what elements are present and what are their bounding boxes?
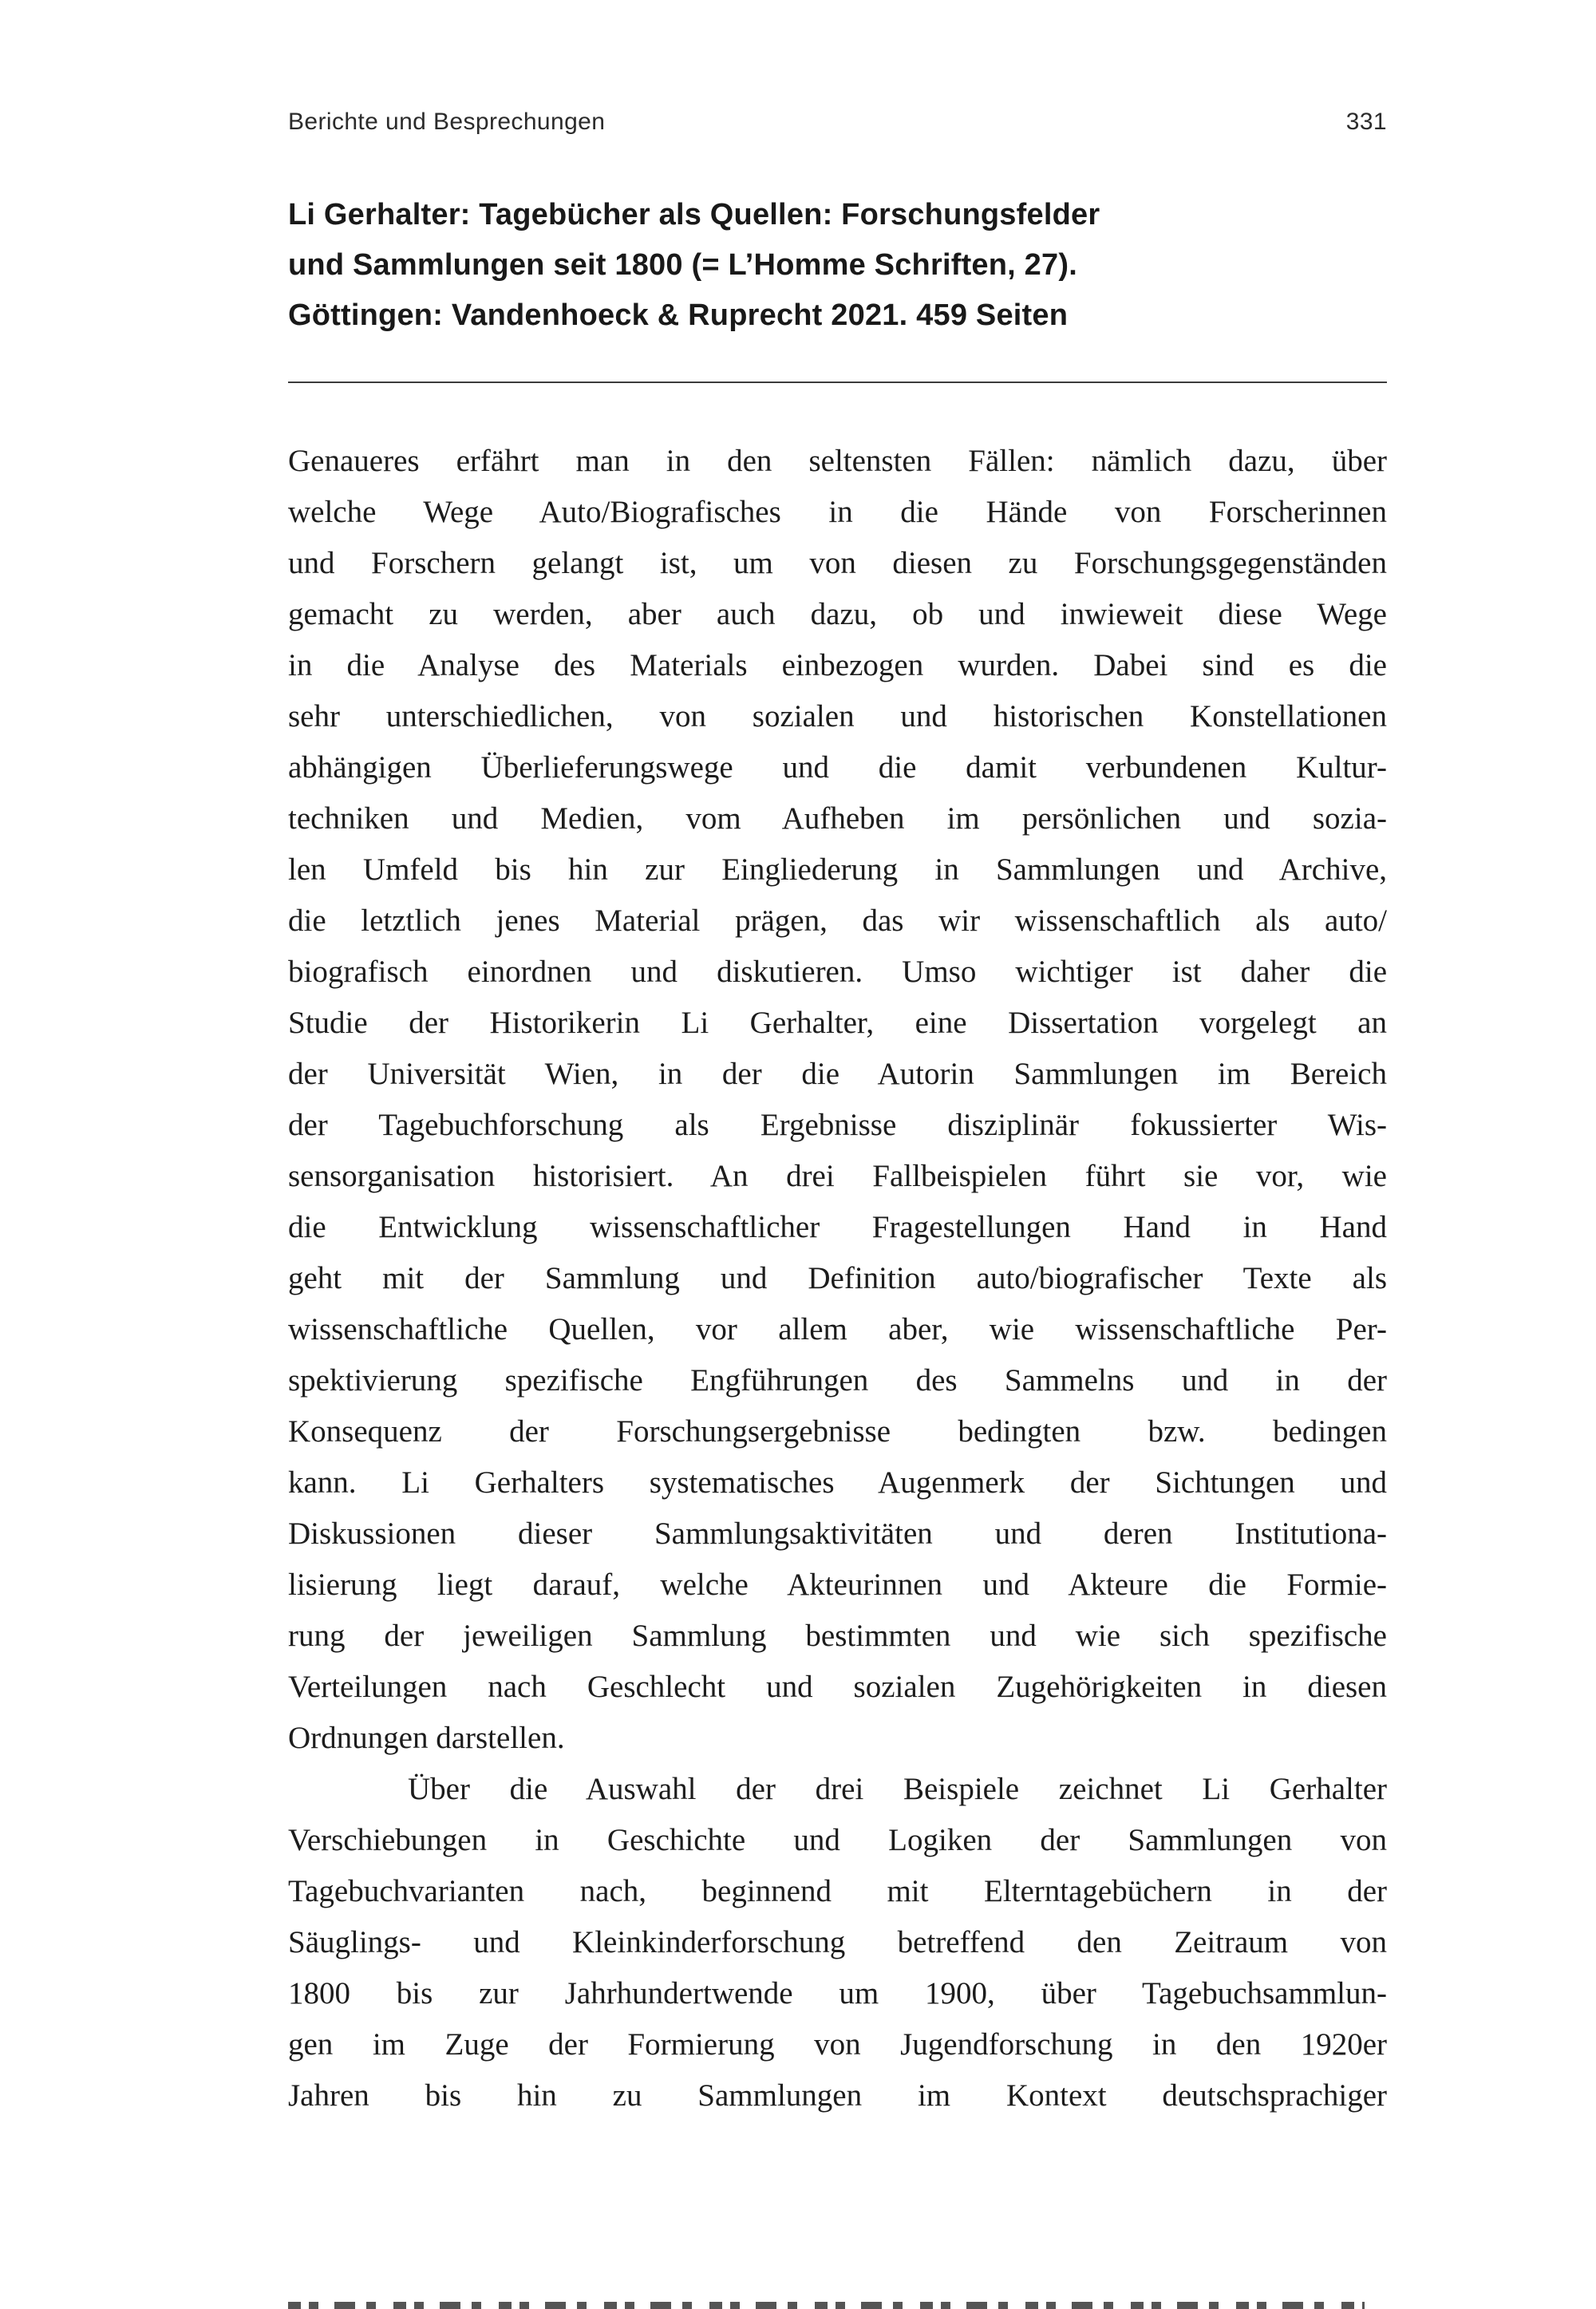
body-line: und Forschern gelangt ist, um von diesen zu Forschungsgegenständen (288, 546, 1387, 580)
body-line: der Universität Wien, in der die Autorin Sammlungen im Bereich (288, 1057, 1387, 1091)
body-line: len Umfeld bis hin zur Eingliederung in Sammlungen und Archive, (288, 852, 1387, 887)
running-header (288, 109, 1387, 136)
body-line: kann. Li Gerhalters systematisches Augenmerk der Sichtungen und (288, 1465, 1387, 1500)
body-line: Ordnungen darstellen. (288, 1721, 565, 1755)
section-label: Berichte und Besprechungen (288, 109, 606, 135)
body-line: Diskussionen dieser Sammlungsaktivitäten und deren Institutiona- (288, 1516, 1387, 1551)
review-body (288, 436, 1387, 2121)
body-line: lisierung liegt darauf, welche Akteurinnen und Akteure die Formie- (288, 1568, 1387, 1602)
body-line: abhängigen Überlieferungswege und die damit verbundenen Kultur- (288, 750, 1387, 785)
body-line: gen im Zuge der Formierung von Jugendforschung in den 1920er (288, 2027, 1387, 2062)
body-line: der Tagebuchforschung als Ergebnisse disziplinär fokussierter Wis- (288, 1108, 1387, 1142)
body-line: rung der jeweiligen Sammlung bestimmten und wie sich spezifische (288, 1619, 1387, 1653)
body-line: sehr unterschiedlichen, von sozialen und historischen Konstellationen (288, 699, 1387, 733)
body-line: geht mit der Sammlung und Definition auto/biografischer Texte als (288, 1261, 1387, 1295)
body-line: biografisch einordnen und diskutieren. Umso wichtiger ist daher die (288, 955, 1387, 989)
body-line: Verschiebungen in Geschichte und Logiken der Sammlungen von (288, 1823, 1387, 1857)
clipped-next-line (288, 2302, 1365, 2309)
body-line: Jahren bis hin zu Sammlungen im Kontext deutschsprachiger (288, 2078, 1387, 2113)
body-line: Über die Auswahl der drei Beispiele zeichnet Li Gerhalter (408, 1772, 1387, 1806)
body-line: Studie der Historikerin Li Gerhalter, eine Dissertation vorgelegt an (288, 1006, 1387, 1040)
body-line: Konsequenz der Forschungsergebnisse bedingten bzw. bedingen (288, 1414, 1387, 1449)
body-line: sensorganisation historisiert. An drei Fallbeispielen führt sie vor, wie (288, 1159, 1387, 1193)
review-title-line: und Sammlungen seit 1800 (= L’Homme Schriften, 27). (288, 248, 1077, 282)
body-line: in die Analyse des Materials einbezogen wurden. Dabei sind es die (288, 648, 1387, 682)
body-line: 1800 bis zur Jahrhundertwende um 1900, über Tagebuchsammlun- (288, 1976, 1387, 2010)
body-line: Verteilungen nach Geschlecht und sozialen Zugehörigkeiten in diesen (288, 1670, 1387, 1704)
divider-rule (288, 382, 1387, 383)
body-line: spektivierung spezifische Engführungen des Sammelns und in der (288, 1363, 1387, 1398)
body-line: gemacht zu werden, aber auch dazu, ob und inwieweit diese Wege (288, 597, 1387, 631)
review-title-line: Göttingen: Vandenhoeck & Ruprecht 2021. 459 Seiten (288, 299, 1069, 332)
review-title-line: Li Gerhalter: Tagebücher als Quellen: Forschungsfelder (288, 198, 1100, 231)
body-line: Säuglings- und Kleinkinderforschung betreffend den Zeitraum von (288, 1925, 1387, 1959)
page-number: 331 (1345, 109, 1387, 135)
body-line: wissenschaftliche Quellen, vor allem aber, wie wissenschaftliche Per- (288, 1312, 1387, 1346)
body-line: Tagebuchvarianten nach, beginnend mit Elterntagebüchern in der (288, 1874, 1387, 1908)
body-line: welche Wege Auto/Biografisches in die Hände von Forscherinnen (288, 495, 1387, 529)
body-line: die letztlich jenes Material prägen, das wir wissenschaftlich als auto/ (288, 903, 1387, 938)
body-line: die Entwicklung wissenschaftlicher Fragestellungen Hand in Hand (288, 1210, 1387, 1244)
body-line: Genaueres erfährt man in den seltensten Fällen: nämlich dazu, über (288, 444, 1387, 478)
review-title (288, 190, 1387, 341)
body-line: techniken und Medien, vom Aufheben im persönlichen und sozia- (288, 801, 1387, 836)
